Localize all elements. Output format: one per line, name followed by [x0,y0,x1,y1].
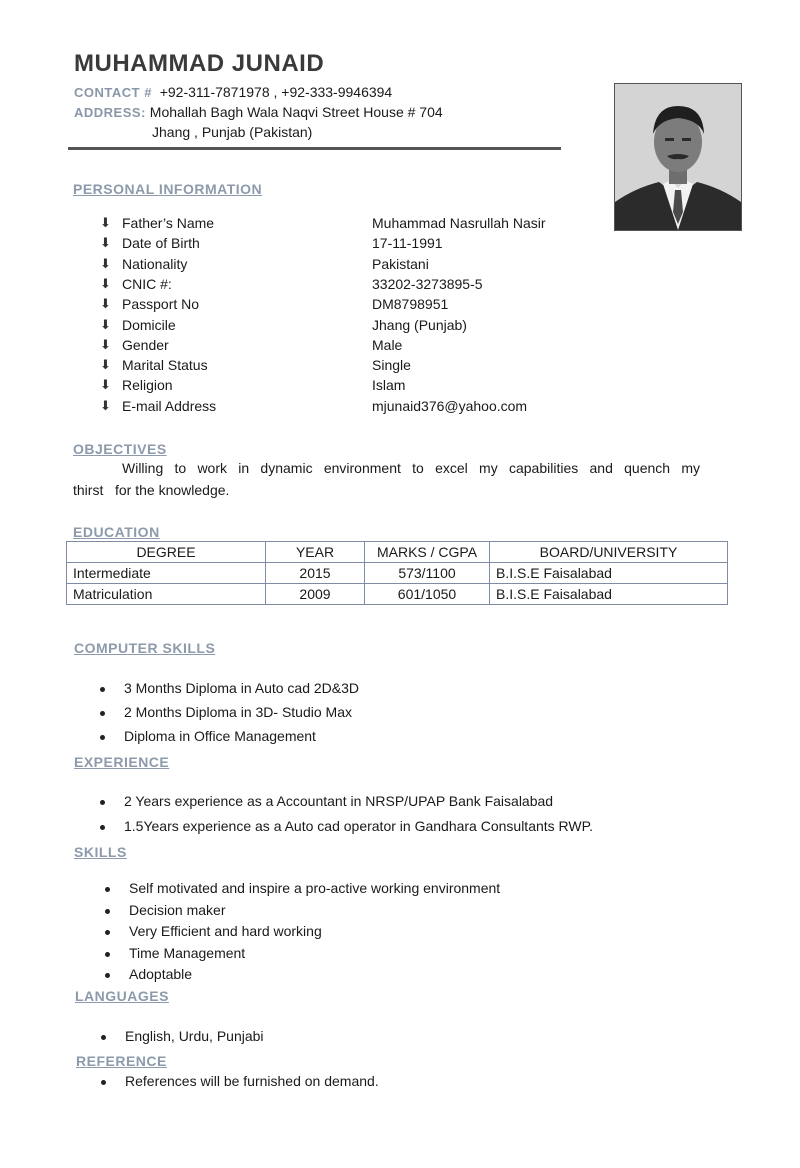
info-value: mjunaid376@yahoo.com [372,397,528,414]
arrow-bullet-icon: ⬇︎ [100,336,111,352]
cell-year: 2015 [266,563,365,584]
arrow-bullet-icon: ⬇︎ [100,357,111,373]
info-value: Pakistani [372,255,429,272]
experience-heading: EXPERIENCE [74,754,170,770]
list-item [100,256,620,276]
list-item [100,377,620,397]
bullet-icon [105,909,110,914]
objectives-heading: OBJECTIVES [73,441,167,457]
list-item-text: Adoptable [129,966,193,982]
list-item-text: Decision maker [129,902,226,918]
info-key: Gender [122,336,169,353]
info-key: Marital Status [122,357,208,374]
education-table-header [67,542,728,563]
list-item [100,398,620,418]
arrow-bullet-icon: ⬇︎ [100,296,111,312]
cell-board: B.I.S.E Faisalabad [490,563,728,584]
list-item [100,296,620,316]
list-item [100,357,620,377]
address-line-1 [74,104,443,120]
objective-text-line-1: Willing to work in dynamic environment to excel my capabilities and quench my [122,460,700,476]
info-key: Date of Birth [122,235,200,252]
applicant-name: MUHAMMAD JUNAID [74,50,325,77]
list-item-text: Very Efficient and hard working [129,923,322,939]
address-line-2: Jhang , Punjab (Pakistan) [152,124,313,140]
cell-degree: Intermediate [67,563,266,584]
list-item-text: English, Urdu, Punjabi [125,1028,264,1044]
list-item [100,337,620,357]
contact-label: CONTACT # [74,85,152,100]
bullet-icon [101,1035,106,1040]
address-value-1: Mohallah Bagh Wala Naqvi Street House # 704 [149,104,443,120]
arrow-bullet-icon: ⬇︎ [100,397,111,413]
reference-heading: REFERENCE [76,1053,167,1069]
info-key: E-mail Address [122,397,217,414]
list-item-text: 1.5Years experience as a Auto cad operator in Gandhara Consultants RWP. [124,818,594,834]
col-year: YEAR [266,542,365,563]
info-value: Jhang (Punjab) [372,316,467,333]
cell-year: 2009 [266,584,365,605]
info-key: CNIC #: [122,275,172,292]
arrow-bullet-icon: ⬇︎ [100,255,111,271]
education-table [66,541,728,605]
address-label: ADDRESS: [74,105,146,120]
info-key: Religion [122,377,173,394]
table-row [67,563,728,584]
list-item [100,276,620,296]
info-value: 17-11-1991 [372,235,443,252]
info-value: 33202-3273895-5 [372,275,483,292]
info-value: DM8798951 [372,296,449,313]
objective-text-line-2: thirst for the knowledge. [73,482,230,498]
list-item-text: 2 Months Diploma in 3D- Studio Max [124,704,352,720]
bullet-icon [105,952,110,957]
bullet-icon [101,1080,106,1085]
list-item [100,235,620,255]
education-heading: EDUCATION [73,524,160,540]
bullet-icon [100,687,105,692]
bullet-icon [100,800,105,805]
list-item-text: Self motivated and inspire a pro-active working environment [129,880,501,896]
list-item [100,317,620,337]
bullet-icon [105,973,110,978]
cell-degree: Matriculation [67,584,266,605]
cell-marks: 573/1100 [365,563,490,584]
arrow-bullet-icon: ⬇︎ [100,275,111,291]
info-value: Male [372,336,403,353]
arrow-bullet-icon: ⬇︎ [100,235,111,251]
info-value: Muhammad Nasrullah Nasir [372,215,546,231]
arrow-bullet-icon: ⬇︎ [100,377,111,393]
cell-board: B.I.S.E Faisalabad [490,584,728,605]
info-key: Domicile [122,316,176,333]
skills-heading: SKILLS [74,844,127,860]
header-divider [68,147,561,150]
bullet-icon [100,711,105,716]
info-key: Nationality [122,255,188,272]
list-item [100,215,620,235]
col-board: BOARD/UNIVERSITY [490,542,728,563]
contact-value: +92-311-7871978 , +92-333-9946394 [159,84,393,100]
list-item-text: Time Management [129,945,246,961]
info-value: Single [372,357,411,374]
arrow-bullet-icon: ⬇︎ [100,316,111,332]
cell-marks: 601/1050 [365,584,490,605]
bullet-icon [100,825,105,830]
profile-photo [614,83,742,231]
personal-info-heading: PERSONAL INFORMATION [73,181,263,197]
col-degree: DEGREE [67,542,266,563]
bullet-icon [105,887,110,892]
info-key: Passport No [122,296,200,313]
list-item-text: 2 Years experience as a Accountant in NRSP/UPAP Bank Faisalabad [124,793,554,809]
col-marks: MARKS / CGPA [365,542,490,563]
computer-skills-heading: COMPUTER SKILLS [74,640,216,656]
arrow-bullet-icon: ⬇︎ [100,215,111,230]
list-item-text: Diploma in Office Management [124,728,316,744]
bullet-icon [105,930,110,935]
bullet-icon [100,735,105,740]
contact-line [74,84,392,100]
list-item-text: References will be furnished on demand. [125,1073,379,1089]
info-value: Islam [372,377,406,394]
portrait-icon [615,84,741,230]
table-row [67,584,728,605]
languages-heading: LANGUAGES [75,988,169,1004]
list-item-text: 3 Months Diploma in Auto cad 2D&3D [124,680,360,696]
info-key: Father’s Name [122,215,215,231]
